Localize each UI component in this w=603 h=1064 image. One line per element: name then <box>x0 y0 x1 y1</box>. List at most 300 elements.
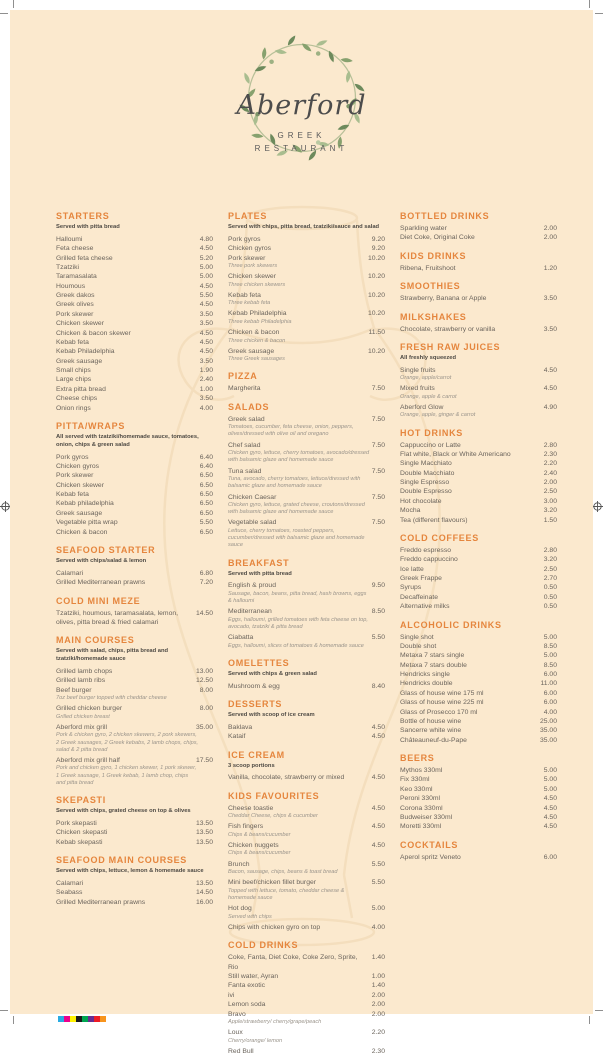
item-price: 17.50 <box>195 757 213 765</box>
item-price: 7.50 <box>371 385 385 393</box>
menu-item <box>228 384 385 393</box>
section-note: Served with chips, grated cheese on top & olives <box>56 808 191 815</box>
item-price: 8.00 <box>199 705 213 713</box>
menu-item <box>400 679 557 688</box>
item-name: Grilled lamb chops <box>56 667 113 675</box>
menu-item <box>400 469 557 478</box>
item-name: Fanta exotic <box>228 982 266 990</box>
section-title: BREAKFAST <box>228 557 290 568</box>
menu-section <box>400 211 557 243</box>
item-name: Freddo cappuccino <box>400 556 458 564</box>
item-description: Topped with lettuce, tomato, cheddar cheese & homemade sauce <box>228 887 345 901</box>
item-name: Taramasalata <box>56 273 97 281</box>
item-name: Freddo espresso <box>400 546 452 554</box>
menu-item <box>400 708 557 717</box>
item-name: Single shot <box>400 633 434 641</box>
item-price: 35.00 <box>195 723 213 731</box>
item-price: 4.80 <box>199 235 213 243</box>
item-description: Pork and chicken gyro, 1 chicken skewer, 1 pork skewer, 1 Greek sausage, 1 Greek kebab, 1 lamb chop, chips and pitta bread <box>56 765 197 786</box>
section-title: SALADS <box>228 401 270 412</box>
item-price: 4.50 <box>199 348 213 356</box>
item-name: Feta cheese <box>56 245 94 253</box>
menu-item <box>228 841 385 850</box>
menu-item <box>400 506 557 515</box>
item-price: 4.50 <box>371 733 385 741</box>
item-price: 3.50 <box>543 325 557 333</box>
item-name: Hendricks double <box>400 680 453 688</box>
item-price: 7.50 <box>371 519 385 527</box>
item-name: Chicken skewer <box>56 481 104 489</box>
menu-item <box>400 325 557 334</box>
registration-mark-right <box>592 499 603 510</box>
menu-section <box>400 753 557 832</box>
menu-item <box>56 676 213 685</box>
item-name: Corona 330ml <box>400 804 443 812</box>
item-name: Mediterranean <box>228 608 272 616</box>
item-price: 6.50 <box>199 472 213 480</box>
menu-section <box>228 558 385 650</box>
menu-section <box>56 421 213 537</box>
item-name: Chips with chicken gyro on top <box>228 923 321 931</box>
item-description: Orange, apple/carrot <box>400 375 452 382</box>
menu-item <box>56 578 213 587</box>
menu-item <box>56 453 213 462</box>
menu-section <box>400 281 557 303</box>
item-price: 16.00 <box>195 898 213 906</box>
item-name: Tea (different flavours) <box>400 516 468 524</box>
section-title: DESSERTS <box>228 699 283 710</box>
item-price: 2.40 <box>199 376 213 384</box>
item-name: Pork skepasti <box>56 820 97 828</box>
item-price: 10.20 <box>367 347 385 355</box>
item-price: 5.50 <box>199 519 213 527</box>
menu-item <box>56 879 213 888</box>
item-name: Grilled Mediterranean prawns <box>56 898 146 906</box>
item-description: Eggs, halloumi, slices of tomatoes & homemade sauce <box>228 642 364 649</box>
menu-item <box>228 1047 385 1056</box>
item-price: 6.00 <box>543 699 557 707</box>
item-price: 5.00 <box>199 263 213 271</box>
menu-item <box>228 254 385 263</box>
item-name: Chicken gyros <box>56 462 100 470</box>
section-note: Served with pitta bread <box>56 224 120 230</box>
item-price: 3.20 <box>543 507 557 515</box>
item-description: Lettuce, cherry tomatoes, roasted peppers, cucumber/dressed with balsamic glaze and homemade sauce <box>228 527 365 549</box>
menu-item <box>228 981 385 990</box>
item-name: Chocolate, strawberry or vanilla <box>400 325 496 333</box>
item-price: 7.50 <box>371 493 385 501</box>
item-price: 6.50 <box>199 500 213 508</box>
item-name: Pork gyros <box>56 453 89 461</box>
menu-item <box>400 670 557 679</box>
menu-item <box>228 822 385 831</box>
menu-item <box>228 1000 385 1009</box>
menu-section <box>228 402 385 550</box>
item-name: Cappuccino or Latte <box>400 441 461 449</box>
item-name: Chicken skepasti <box>56 829 108 837</box>
item-price: 3.50 <box>199 310 213 318</box>
item-name: Aberford mix grill half <box>56 757 120 765</box>
item-price: 2.40 <box>543 469 557 477</box>
menu-item <box>228 1010 385 1019</box>
item-price: 2.80 <box>543 546 557 554</box>
item-description: Eggs, halloumi, grilled tomatoes with feta cheese on top, avocado, tzatziki & pitta bread <box>228 616 368 630</box>
item-name: Diet Coke, Original Coke <box>400 234 475 242</box>
item-name: Glass of house wine 225 ml <box>400 699 484 707</box>
item-name: Greek olives <box>56 301 94 309</box>
menu-item <box>400 478 557 487</box>
item-price: 1.40 <box>371 982 385 990</box>
menu-item <box>400 555 557 564</box>
menu-section <box>400 840 557 862</box>
item-price: 6.40 <box>199 453 213 461</box>
item-price: 6.50 <box>199 491 213 499</box>
section-title: KIDS DRINKS <box>400 250 467 261</box>
item-name: Still water, Ayran <box>228 973 279 981</box>
menu-item <box>400 583 557 592</box>
crop-mark-top-right-v <box>589 0 590 8</box>
item-name: Kebab Philadelphia <box>56 348 115 356</box>
menu-columns <box>10 208 593 1064</box>
item-name: Chef salad <box>228 441 261 449</box>
item-name: Greek Frappe <box>400 575 442 583</box>
item-description: Chips & beans/cucumber <box>228 850 291 857</box>
menu-item <box>400 794 557 803</box>
menu-item <box>228 860 385 869</box>
menu-item <box>56 609 213 628</box>
item-price: 4.50 <box>371 804 385 812</box>
item-name: Tzatziki <box>56 263 80 271</box>
menu-item <box>228 441 385 450</box>
item-price: 4.50 <box>371 774 385 782</box>
menu-section <box>400 251 557 273</box>
menu-item <box>228 467 385 476</box>
item-name: Chicken skewer <box>228 273 276 281</box>
item-price: 11.50 <box>368 329 385 337</box>
section-title: PIZZA <box>228 371 258 382</box>
menu-item <box>56 254 213 263</box>
section-title: FRESH RAW JUICES <box>400 341 501 352</box>
item-price: 12.50 <box>195 677 213 685</box>
item-name: Single Espresso <box>400 479 450 487</box>
menu-item <box>228 682 385 691</box>
item-description: Three Greek sausages <box>228 356 285 363</box>
menu-item <box>228 972 385 981</box>
section-note: Served with scoop of ice cream <box>228 712 315 719</box>
item-name: Single Macchiato <box>400 460 452 468</box>
menu-item <box>400 224 557 233</box>
section-title: COLD MINI MEZE <box>56 595 141 606</box>
section-title: HOT DRINKS <box>400 427 463 438</box>
item-price: 4.50 <box>543 813 557 821</box>
item-name: ivi <box>228 991 235 999</box>
item-price: 5.00 <box>543 776 557 784</box>
item-name: Brunch <box>228 860 250 868</box>
item-name: Decaffeinate <box>400 593 439 601</box>
item-price: 0.50 <box>543 584 557 592</box>
item-name: Loux <box>228 1029 243 1037</box>
menu-item <box>56 291 213 300</box>
item-name: Houmous <box>56 282 86 290</box>
item-price: 10.20 <box>367 310 385 318</box>
menu-item <box>228 1028 385 1037</box>
item-price: 3.50 <box>199 395 213 403</box>
item-price: 5.00 <box>543 785 557 793</box>
item-price: 6.50 <box>199 528 213 536</box>
item-name: Pork skewer <box>56 472 94 480</box>
item-price: 3.00 <box>543 497 557 505</box>
item-name: English & proud <box>228 582 276 590</box>
item-price: 2.50 <box>543 488 557 496</box>
item-price: 4.00 <box>371 923 385 931</box>
item-price: 5.50 <box>371 879 385 887</box>
item-name: Tuna salad <box>228 467 262 475</box>
menu-item <box>56 528 213 537</box>
item-price: 2.00 <box>371 1010 385 1018</box>
menu-item <box>228 493 385 502</box>
menu-item <box>56 263 213 272</box>
menu-section <box>56 596 213 628</box>
item-name: Grilled Mediterranean prawns <box>56 579 146 587</box>
item-name: Sancerre white wine <box>400 727 462 735</box>
item-name: Grilled chicken burger <box>56 705 123 713</box>
menu-item <box>56 723 213 732</box>
item-price: 9.20 <box>371 245 385 253</box>
item-name: Sparkling water <box>400 225 447 232</box>
menu-item <box>56 244 213 253</box>
item-price: 7.50 <box>371 441 385 449</box>
item-name: Budweiser 330ml <box>400 813 453 821</box>
item-price: 10.20 <box>367 291 385 299</box>
item-description: Cherry/orange/ lemon <box>228 1037 283 1044</box>
item-price: 4.50 <box>199 301 213 309</box>
item-name: Seabass <box>56 889 83 897</box>
item-price: 4.50 <box>371 723 385 731</box>
item-name: Mushroom & egg <box>228 682 280 690</box>
section-note: All served with tzatziki/homemade sauce, tomatoes, onion, chips & green salad <box>56 433 199 448</box>
item-price: 4.50 <box>543 804 557 812</box>
item-name: Pork gyros <box>228 235 261 243</box>
section-title: BEERS <box>400 753 435 764</box>
item-name: Metaxa 7 stars single <box>400 652 465 660</box>
item-price: 2.30 <box>543 450 557 458</box>
menu-item <box>400 574 557 583</box>
item-name: Chicken & bacon skewer <box>56 329 131 337</box>
menu-section <box>228 791 385 932</box>
item-name: Peroni 330ml <box>400 795 441 803</box>
menu-item <box>228 415 385 424</box>
section-note: Served with pitta bread <box>228 570 292 577</box>
menu-item <box>56 310 213 319</box>
menu-section <box>56 795 213 847</box>
menu-item <box>228 804 385 813</box>
section-title: SMOOTHIES <box>400 281 461 292</box>
item-name: Mocha <box>400 507 421 515</box>
item-name: Greek salad <box>228 415 265 423</box>
menu-item <box>400 813 557 822</box>
section-title: COCKTAILS <box>400 839 459 850</box>
item-name: Fish fingers <box>228 823 264 831</box>
item-name: Double Espresso <box>400 488 452 496</box>
menu-item <box>400 853 557 862</box>
section-title: SEAFOOD MAIN COURSES <box>56 855 188 866</box>
crop-mark-bottom-left-h <box>0 1010 8 1011</box>
item-price: 3.50 <box>199 320 213 328</box>
item-price: 7.50 <box>371 467 385 475</box>
item-name: Hot dog <box>228 905 252 913</box>
item-name: Strawberry, Banana or Apple <box>400 295 487 303</box>
menu-item <box>228 518 385 527</box>
item-price: 35.00 <box>539 736 557 744</box>
menu-item <box>228 633 385 642</box>
item-name: Aberford Glow <box>400 403 444 411</box>
menu-item <box>400 726 557 735</box>
item-price: 13.50 <box>195 880 213 887</box>
item-description: Orange, apple & carrot <box>400 393 457 400</box>
menu-item <box>56 394 213 403</box>
menu-item <box>56 300 213 309</box>
item-description: Three chicken & bacon <box>228 337 286 344</box>
menu-item <box>56 838 213 847</box>
menu-item <box>228 904 385 913</box>
section-title: PITTA/WRAPS <box>56 420 126 431</box>
item-price: 2.00 <box>543 234 557 242</box>
item-price: 13.50 <box>195 820 213 828</box>
item-price: 6.50 <box>199 481 213 489</box>
section-title: ICE CREAM <box>228 749 285 760</box>
item-name: Calamari <box>56 569 84 577</box>
section-title: BOTTLED DRINKS <box>400 211 490 221</box>
section-note: Served with chips, pitta bread, tzatziki/sauce and salad <box>228 224 380 230</box>
menu-item <box>56 404 213 413</box>
item-price: 6.50 <box>199 509 213 517</box>
menu-item <box>228 581 385 590</box>
item-name: Kebab Philadelphia <box>228 310 287 318</box>
item-name: Tzatziki, houmous, taramasalata, lemon, olives, pitta bread & fried calamari <box>56 609 179 626</box>
item-price: 5.50 <box>371 634 385 642</box>
item-name: Fix 330ml <box>400 776 430 784</box>
section-title: SEAFOOD STARTER <box>56 544 156 555</box>
item-name: Halloumi <box>56 235 83 243</box>
item-price: 4.50 <box>371 823 385 831</box>
menu-item <box>400 459 557 468</box>
menu-section <box>228 371 385 393</box>
menu-section <box>228 750 385 783</box>
menu-page <box>10 10 593 1055</box>
item-name: Aberford mix grill <box>56 723 107 731</box>
item-price: 5.50 <box>371 860 385 868</box>
menu-item <box>400 661 557 670</box>
crop-mark-top-right-h <box>595 13 603 14</box>
menu-item <box>56 569 213 578</box>
item-price: 6.00 <box>543 689 557 697</box>
section-note: Served with chips & green salad <box>228 670 317 677</box>
item-price: 4.50 <box>199 245 213 253</box>
menu-section <box>228 658 385 691</box>
menu-item <box>56 462 213 471</box>
item-description: Tuna, avocado, cherry tomatoes, lettuce/dressed with balsamic glaze and homemade sauce <box>228 475 361 490</box>
item-price: 10.20 <box>367 273 385 281</box>
item-description: Sausage, bacon, beans, pitta bread, hash browns, eggs & halloumi <box>228 590 367 605</box>
item-name: Glass of house wine 175 ml <box>400 689 484 697</box>
item-price: 1.00 <box>371 973 385 981</box>
menu-item <box>400 516 557 525</box>
menu-item <box>400 403 557 412</box>
menu-item <box>400 593 557 602</box>
item-price: 5.00 <box>543 633 557 641</box>
item-price: 6.40 <box>199 462 213 470</box>
item-description: Chicken gyro, lettuce, cherry tomatoes, avocado/dressed with balsamic glaze and homemade sauce <box>228 450 370 464</box>
item-price: 2.70 <box>543 575 557 583</box>
item-name: Hendricks single <box>400 671 450 679</box>
item-description: Orange, apple, ginger & carrot <box>400 412 476 419</box>
item-price: 9.50 <box>371 582 385 590</box>
item-price: 5.00 <box>371 905 385 913</box>
item-name: Grilled feta cheese <box>56 254 113 262</box>
item-name: Baklava <box>228 723 253 731</box>
menu-section <box>400 312 557 334</box>
menu-item <box>56 490 213 499</box>
item-price: 1.20 <box>543 264 557 272</box>
menu-item <box>228 272 385 281</box>
menu-section <box>400 620 557 746</box>
item-name: Bottle of house wine <box>400 717 462 725</box>
menu-item <box>400 487 557 496</box>
item-description: Pork & chicken gyro, 2 chicken skewers, 2 pork skewers, 2 Greek sausages, 2 Greek kebabs, 2 lamb chops, chips, salad & 2 pitta bread <box>56 732 199 753</box>
item-price: 4.50 <box>371 842 385 850</box>
item-description: Three chicken skewers <box>228 281 286 288</box>
item-price: 2.00 <box>371 1001 385 1009</box>
item-name: Chicken skewer <box>56 320 104 328</box>
item-price: 1.40 <box>371 954 385 962</box>
item-price: 14.50 <box>195 889 213 897</box>
section-title: KIDS FAVOURITES <box>228 790 320 801</box>
menu-item <box>56 481 213 490</box>
item-name: Coke, Fanta, Diet Coke, Coke Zero, Sprite, Rio <box>228 954 358 971</box>
item-name: Lemon soda <box>228 1001 266 1009</box>
item-name: Metaxa 7 stars double <box>400 661 467 669</box>
item-price: 10.20 <box>367 254 385 262</box>
item-name: Greek sausage <box>228 347 275 355</box>
item-price: 4.50 <box>199 329 213 337</box>
menu-item <box>400 717 557 726</box>
item-name: Greek sausage <box>56 357 103 365</box>
item-price: 2.30 <box>371 1047 385 1055</box>
item-name: Moretti 330ml <box>400 823 442 831</box>
item-name: Cheese toastie <box>228 804 274 812</box>
menu-item <box>56 898 213 907</box>
menu-item <box>228 878 385 887</box>
item-price: 0.50 <box>543 603 557 611</box>
item-price: 8.50 <box>543 661 557 669</box>
item-price: 6.00 <box>543 853 557 861</box>
item-price: 4.50 <box>543 385 557 393</box>
menu-item <box>56 667 213 676</box>
menu-section <box>228 699 385 742</box>
menu-item <box>228 328 385 337</box>
item-price: 2.50 <box>543 565 557 573</box>
menu-item <box>228 923 385 932</box>
item-name: Chicken nuggets <box>228 842 279 850</box>
section-title: MILKSHAKES <box>400 311 467 322</box>
item-name: Double shot <box>400 642 437 650</box>
menu-item <box>56 471 213 480</box>
brand-subtitle-greek: GREEK <box>277 131 326 140</box>
menu-item <box>400 689 557 698</box>
item-price: 4.00 <box>199 404 213 412</box>
item-name: Kebab feta <box>228 291 261 299</box>
item-description: Cheddar Cheese, chips & cucumber <box>228 813 318 820</box>
